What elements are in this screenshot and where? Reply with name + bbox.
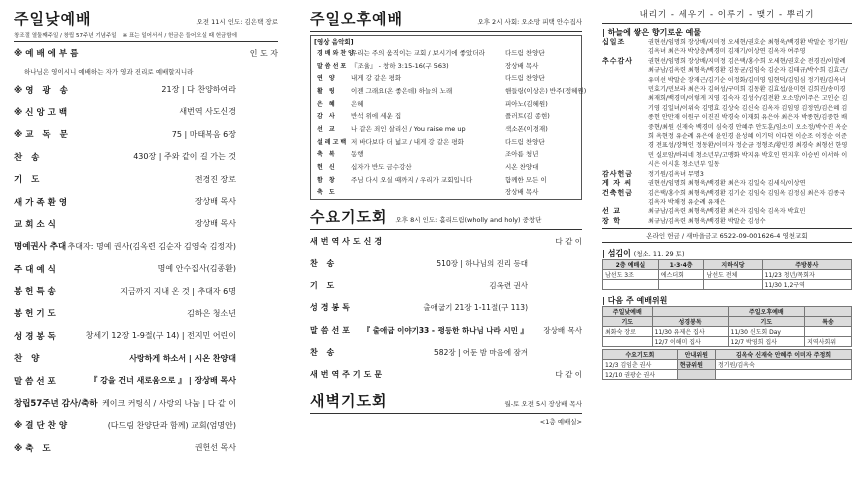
music-item-label: 말씀선포 (317, 62, 349, 70)
wednesday-item-content: 510장 | 하나님의 진리 등대 (436, 259, 528, 269)
offering-names: 최규남/김옥련 최형욱/백경환 박말순 김성수 (648, 217, 766, 225)
worship-item-label: 찬 송 (14, 152, 43, 163)
music-concert-heading: [영상 음악회] (314, 38, 354, 46)
divider (310, 31, 582, 32)
worship-item-person: 인 도 자 (249, 48, 278, 58)
offering-item (602, 57, 852, 170)
worship-item-label: 봉 헌 특 송 (14, 287, 56, 298)
table-cell: 남선도 3조 (603, 270, 659, 280)
offering-label: 감사헌금 (602, 169, 634, 178)
wednesday-item-person: 다 같 이 (555, 236, 582, 246)
music-item (317, 135, 575, 148)
wednesday-item (310, 275, 582, 297)
worship-item (14, 414, 278, 436)
music-item-label: 축 복 (317, 151, 337, 159)
music-item-content: 주님 다시 오실 때까지 / 우리가 교회입니다 (351, 175, 473, 184)
table-header-cell: 특송 (805, 317, 852, 327)
table-cell: 11/30 1,2구역 (762, 280, 851, 290)
table-header-cell: 성경봉독 (652, 317, 728, 327)
vision-nav: 내리기 - 세우기 - 이루기 - 맺기 - 뿌리기 (602, 8, 852, 24)
table-row (603, 280, 852, 290)
offering-item (602, 179, 852, 188)
wednesday-item (310, 297, 582, 319)
table-header-cell: 김옥숙 신재숙 안혜주 이미자 주정희 (715, 350, 851, 360)
music-item-content: 이젠 그래요(온 좋은데) 하늘의 노래 (351, 86, 453, 95)
worship-item (14, 325, 278, 347)
table-cell (805, 327, 852, 337)
table-cell: 12/10 권광순 권사 (603, 370, 678, 380)
standing-note: ※ 표는 일어서서 / 헌금은 들어오실 때 헌금함에 (122, 33, 237, 39)
music-item (317, 97, 575, 110)
wednesday-item-person: 다 같 이 (555, 369, 582, 379)
worship-item (14, 123, 278, 145)
music-item (317, 46, 575, 59)
table-header-cell: 기도 (728, 317, 804, 327)
wednesday-duty-table (602, 349, 852, 380)
wednesday-meta: 오후 8시 인도: 홀리드림(wholly and holy) 중창단 (395, 216, 542, 225)
music-item-label: 은 혜 (317, 100, 337, 108)
sunday-service-title: 주일낮예배 (14, 10, 92, 28)
offering-label: 십일조 (602, 38, 626, 46)
worship-item-label: ※축 도 (14, 443, 54, 454)
music-item-content: 은혜 (351, 99, 364, 108)
music-item-performer: 시온 찬양대 (505, 163, 539, 172)
offering-heading: | 하늘에 쌓은 향기로운 예물 (602, 28, 702, 37)
attend-title: | 섬김이 (602, 249, 631, 259)
music-item (317, 148, 575, 161)
wednesday-item (310, 341, 582, 363)
table-cell (603, 337, 653, 347)
dawn-location: <1층 예배실> (539, 417, 582, 426)
offering-list (602, 38, 852, 226)
offering-item (602, 217, 852, 226)
music-item-content: 『조율』 - 창하 3:15-16(구 563) (351, 61, 449, 70)
worship-item (14, 42, 278, 64)
worship-item-label: 봉 헌 기 도 (14, 309, 56, 320)
music-item (317, 71, 575, 84)
worship-item (14, 302, 278, 324)
worship-item-label: 찬 양 (14, 354, 43, 365)
table-cell: 12/7 박영희 집사 (728, 337, 804, 347)
worship-item (14, 190, 278, 212)
worship-item-label: ※예배에부름 (14, 49, 82, 60)
wednesday-header (310, 206, 582, 227)
worship-item (14, 369, 278, 391)
worship-item (14, 392, 278, 414)
worship-item (14, 235, 278, 257)
music-item (317, 109, 575, 122)
table-cell: 12/7 이해미 집사 (652, 337, 728, 347)
music-item-content: 우리는 주의 움직이는 교회 / 보시기에 좋았더라 (351, 48, 485, 57)
sunday-service-column (0, 0, 290, 481)
music-item-label: 선 교 (317, 125, 337, 133)
attend-note: (청소. 11. 29 토) (633, 250, 685, 259)
dawn-header (310, 390, 582, 411)
wednesday-item (310, 252, 582, 274)
table-row (603, 337, 852, 347)
table-header-cell: 주방봉사 (762, 260, 851, 270)
table-row (603, 370, 852, 380)
music-item-performer: 조아름 청년 (505, 150, 539, 159)
worship-item-label: ※신앙고백 (14, 107, 71, 118)
wednesday-item-label: 새번역사도신경 (310, 236, 386, 246)
table-cell: 에스더회 (658, 270, 704, 280)
call-to-worship-verse: 하나님은 영이시니 예배하는 자가 영과 진리로 예배할지니라 (24, 67, 194, 76)
wednesday-item-label: 말씀선포 (310, 325, 353, 335)
table-cell (658, 280, 704, 290)
offering-names: 김은택/홍수희 최형욱/백경환 김기순 김임숙 김임옥 김정심 최은자 김종국 김옥자 박채정 유순례 유재은 (648, 189, 846, 206)
worship-item-label: 기 도 (14, 175, 43, 186)
music-item-performer: 다드림 찬양단 (505, 137, 545, 146)
worship-item-label: ※결단찬양 (14, 421, 71, 432)
table-cell: 정기원/김옥숙 (715, 360, 851, 370)
offering-label: 추수감사 (602, 56, 634, 65)
table-cell (603, 280, 659, 290)
music-item-performer: 다드림 찬양단 (505, 74, 545, 83)
wednesday-item (310, 319, 582, 341)
wednesday-duty-body (603, 360, 852, 380)
wednesday-item-label: 찬 송 (310, 347, 338, 357)
music-item-performer: 플러트(김 종현) (505, 112, 550, 121)
music-item-performer: 함께한 모든 이 (505, 175, 547, 184)
attend-heading (602, 248, 852, 259)
worship-item (14, 146, 278, 168)
music-concert-box (310, 35, 587, 200)
music-item-content: 반석 위에 세운 집 (351, 112, 402, 121)
wednesday-item-content: 출애굽기 21장 1-11절(구 113) (423, 303, 528, 313)
music-item-performer: 핸들링(이상은) 반주(정혜원) (505, 86, 587, 95)
music-item (317, 173, 575, 186)
offering-label: 선 교 (602, 207, 621, 216)
music-item-label: 감 사 (317, 113, 337, 121)
offering-names: 권현선/임명희 장상배/지미정 김은택/홍수희 오세현/권호순 전경진/이말례 최규남/김옥련 최형욱/백경환 김동균/김임숙 김순자 김태규/박수희 김효근/유미선 박말순 장재근/김기순 이정화/김미영 임현덕/김임심 정기원/김옥녀 민효기/민보라 최은자 김허성/구미희 김동환 김효섭/윤미현 김희진/송미경 최재희/백경미/이렇게 지영 김숙자 김성수/김전환 오소망/이주은 고인순 김기영 김일녀/이위숙 김명효 김상숙 김신숙 김옥자 김임영 김정연/김은혜 김종헌 안만재 이원구 이진진 박경숙 이재회 유은아 최은자 박종현/김중한 배중현/최원 신재숙 백경미 심숙경 안혜주 안도훈/임소미 오소정/박수진 옥순희 옥현정 유순례 유은애 윤인경 윤성혜 이기덕 이다현 이순조 이정순 이준경 전표성/장혁인 정동환/이미자 정순금 정형조/황민경 최경숙 최형선 한영민 실로암/바리네 청소년부/고맹화 박지유 박호인 연지후 이승빈 이서하 이시은 이시훈 청소년부 일동 (648, 57, 848, 169)
music-item-label: 헌 신 (317, 164, 337, 172)
music-item-label: 연 양 (317, 75, 337, 83)
music-item-content: 저 바다보다 더 넓고 / 내게 강 같은 평화 (351, 137, 464, 146)
music-item-content: 나 같은 죄인 살리신 / You raise me up (351, 124, 466, 133)
music-item-performer: 장상배 목사 (505, 61, 539, 70)
music-item-label: 함 창 (317, 176, 337, 184)
offering-label: 건축헌금 (602, 188, 634, 197)
table-cell: 11/30 유제은 집사 (652, 327, 728, 337)
music-item-performer: 색소폰(이경재) (505, 124, 548, 133)
table-cell (677, 370, 715, 380)
table-cell: 현금위원 (677, 360, 715, 370)
table-header-cell: 주일오후예배 (728, 307, 804, 317)
worship-item-content: (다드림 찬양단과 함께) 교회(엄명안) (107, 420, 236, 430)
news-column (596, 0, 860, 481)
afternoon-service-header (310, 8, 582, 29)
sunday-service-meta: 오전 11시 인도: 김은택 장로 (196, 18, 278, 26)
music-item-performer: 피아노(김혜원) (505, 99, 548, 108)
table-row (603, 317, 852, 327)
table-header-cell: 기도 (603, 317, 653, 327)
worship-item-content: 장상배 목사 (194, 197, 236, 207)
next-week-title: | 다음 주 예배위원 (602, 296, 668, 306)
dawn-title: 새벽기도회 (310, 391, 388, 410)
wednesday-item (310, 363, 582, 385)
worship-item-label: 새가족환영 (14, 197, 71, 208)
offering-item (602, 170, 852, 179)
table-cell (715, 370, 851, 380)
next-week-table (602, 306, 852, 347)
worship-item-content: 『 강을 건너 새로움으로 』 | 장상배 목사 (89, 376, 236, 386)
table-row (603, 270, 852, 280)
offering-item (602, 207, 852, 216)
wednesday-order (310, 230, 582, 385)
afternoon-service-column (300, 0, 590, 481)
worship-item-content: 권헌선 목사 (194, 443, 236, 453)
offering-label: 장 학 (602, 216, 621, 225)
music-item-content: 동행 (351, 150, 364, 159)
music-item-label: 설레고백 (317, 138, 349, 146)
worship-item-label: 창립57주년 감사/축하 (14, 399, 98, 410)
music-item (317, 160, 575, 173)
worship-item-content: 21장 | 다 찬양하여라 (161, 85, 236, 95)
online-offering: 온라인 헌금 / 새마을금고 6522-09-001626-4 영천교회 (602, 228, 852, 243)
worship-item (14, 101, 278, 123)
sunday-service-subline (14, 31, 278, 42)
wednesday-item-label: 성경봉독 (310, 303, 353, 313)
worship-item-content: 사랑하게 하소서 | 시온 찬양대 (129, 353, 236, 363)
worship-item-content: 새번역 사도신경 (179, 107, 236, 117)
table-header-cell: 지하식당 (704, 260, 762, 270)
wednesday-title: 수요기도회 (310, 208, 388, 227)
worship-item-label: 명예권사 추대 (14, 242, 67, 253)
table-header-cell: 2층 예배실 (603, 260, 659, 270)
worship-item-label: ※영 광 송 (14, 85, 71, 96)
worship-item (14, 168, 278, 190)
worship-item (14, 437, 278, 459)
wednesday-item-label: 새번역주기도문 (310, 369, 386, 379)
music-item (317, 122, 575, 135)
table-row (603, 350, 852, 360)
worship-item-label: 성경봉독 (14, 331, 59, 342)
attend-table (602, 259, 852, 290)
music-item (317, 186, 575, 199)
music-item-content: 내게 강 같은 평화 (351, 74, 402, 83)
table-header-cell: 주일낮예배 (603, 307, 653, 317)
table-row (603, 307, 852, 317)
table-header-cell (805, 307, 852, 317)
anniversary-note: 창조절 열둘째주일 / 창립 57주년 기념주일 (14, 33, 117, 39)
offering-names: 정기원/김옥녀 무명3 (648, 170, 704, 178)
table-cell: 남선도 전체 (704, 270, 762, 280)
worship-item-content: 430장 | 주와 같이 길 가는 것 (133, 152, 236, 162)
attend-body (603, 270, 852, 290)
worship-item (14, 258, 278, 280)
table-cell: 최화숙 장로 (603, 327, 653, 337)
worship-item-label: 주대예식 (14, 264, 59, 275)
wednesday-item-label: 찬 송 (310, 259, 338, 269)
sunday-service-header (14, 8, 278, 29)
table-cell (704, 280, 762, 290)
wednesday-item (310, 230, 582, 252)
worship-item (14, 78, 278, 100)
table-cell: 지역사회위 (805, 337, 852, 347)
table-cell: 12/3 김임춘 권사 (603, 360, 678, 370)
worship-item-content: 전경진 장로 (194, 174, 236, 184)
dawn-meta: 월-토 오전 5시 장상배 목사 (504, 399, 582, 408)
worship-item (14, 280, 278, 302)
music-item (317, 84, 587, 97)
worship-item-content: 김하은 청소년 (187, 308, 236, 318)
worship-item (14, 347, 278, 369)
worship-item-label: ※교 독 문 (14, 130, 71, 141)
wednesday-item-content: 김옥련 권사 (489, 281, 528, 291)
worship-item-content: 지금까지 지내 온 것 | 추대자 6명 (120, 286, 236, 296)
order-of-worship (14, 42, 278, 459)
table-cell: 11/23 청년/목회자 (762, 270, 851, 280)
offering-names: 권현선/임명희 장상배/지미정 오세현/권호순 최형욱/백경환 박말순 정기원/김옥녀 최은자 박상충/백경미 김재기/이상연 김옥자 여주영 (648, 39, 848, 56)
worship-item-content: 명예 안수집사(김종환) (157, 264, 236, 274)
worship-item-content: 케이크 커팅식 / 사랑의 나눔 | 다 같 이 (102, 398, 236, 408)
table-cell: 11/30 신도회 Day (728, 327, 804, 337)
table-row (603, 360, 852, 370)
worship-item (14, 213, 278, 235)
offering-label: 게 자 씨 (602, 179, 633, 188)
table-row (603, 327, 852, 337)
afternoon-service-title: 주일오후예배 (310, 10, 403, 28)
worship-item-label: 교회소식 (14, 219, 59, 230)
worship-item-content: 75 | 마태복음 6장 (171, 129, 236, 139)
table-header-cell: 안내위원 (677, 350, 715, 360)
music-item-label: 축 도 (317, 189, 337, 197)
wednesday-item-content: 582장 | 어둔 밤 마음에 잠겨 (434, 347, 528, 357)
music-item-label: 활 링 (317, 87, 337, 95)
music-concert-rows (314, 46, 587, 198)
offering-names: 최규남/김옥련 최형욱/백경환 최은자 김임숙 김옥자 박효민 (648, 208, 806, 216)
offering-item (602, 38, 852, 57)
music-item-label: 경배와찬양 (317, 49, 356, 57)
worship-item-label: 말 씀 선 포 (14, 376, 56, 387)
music-item (317, 59, 575, 72)
worship-item-content: 창세기 12장 1-9절(구 14) | 전지민 어린이 (85, 331, 236, 341)
wednesday-item-content: 『 출애굽 이야기33 - 평등한 하나님 나라 시민 』 (362, 325, 528, 335)
worship-item-content: 추대자: 명예 권사(김옥련 김순자 김영숙 김정자) (67, 241, 236, 251)
divider (310, 413, 582, 414)
table-row (603, 260, 852, 270)
offering-names: 권현선/임명희 최형욱/백경환 최은자 김일숙 김세식/이상연 (648, 180, 806, 188)
wednesday-item-person: 장상배 목사 (543, 325, 582, 335)
afternoon-service-meta: 오후 2시 사회: 오소망 피택 안수집사 (477, 18, 582, 26)
wednesday-item-label: 기 도 (310, 281, 338, 291)
worship-item-content: 장상배 목사 (194, 219, 236, 229)
music-item-performer: 다드림 찬양단 (505, 48, 545, 57)
music-item-content: 십자가 반도 금수강산 (351, 163, 412, 172)
table-header-cell: 수요기도회 (603, 350, 678, 360)
offering-item (602, 189, 852, 208)
table-header-cell (652, 307, 728, 317)
table-header-cell: 1·3·4층 (658, 260, 704, 270)
next-week-body (603, 327, 852, 347)
music-item-performer: 장상배 목사 (505, 188, 539, 197)
